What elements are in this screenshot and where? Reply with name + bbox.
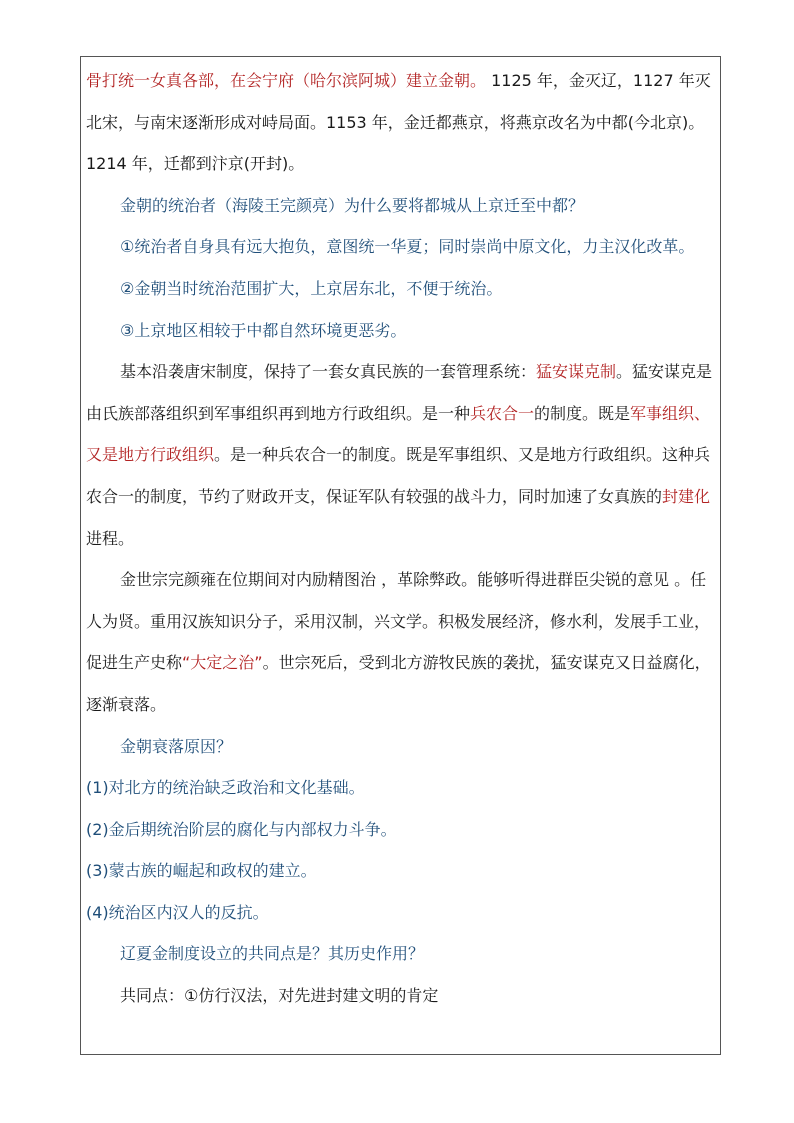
paragraph-7 <box>86 559 716 725</box>
text-span: 兵农合一 <box>470 403 535 423</box>
text-span: 军事组织、又是地方行政组织 <box>86 403 711 465</box>
paragraph-1 <box>86 60 716 185</box>
text-span: 辽夏金制度设立的共同点是？其历史作用？ <box>120 944 425 964</box>
text-span: 猛安谋克制 <box>536 362 617 382</box>
text-span: 的制度。既是 <box>534 403 631 423</box>
paragraph-12 <box>86 892 716 934</box>
text-span: 进程。 <box>86 528 135 548</box>
paragraph-3 <box>86 226 716 268</box>
text-span: 金世宗完颜雍在位期间对内励精图治 ，革除弊政。能够听得进群臣尖锐的意见 。任人为贤。重用汉族知识分子，采用汉制，兴文学。积极发展经济，修水利，发展手工业，促进生产史称 <box>86 570 711 673</box>
text-span: ①仿行汉法，对先进封建文明的肯定 <box>184 986 439 1006</box>
text-span: 金朝衰落原因？ <box>120 736 233 756</box>
text-span: (2)金后期统治阶层的腐化与内部权力斗争。 <box>86 819 397 839</box>
text-span: ②金朝当时统治范围扩大，上京居东北，不便于统治。 <box>120 278 503 298</box>
paragraph-11 <box>86 850 716 892</box>
text-span: 共同点： <box>120 986 185 1006</box>
paragraph-10 <box>86 809 716 851</box>
text-span: 。是一种兵农合一的制度。既是军事组织、又是地方行政组织。这种兵农合一的制度，节约了财政开支，保证军队有较强的战斗力，同时加速了女真族的 <box>86 445 711 506</box>
paragraph-14 <box>86 975 716 1017</box>
text-span: ③上京地区相较于中都自然环境更恶劣。 <box>120 320 407 340</box>
paragraph-2 <box>86 185 716 227</box>
paragraph-9 <box>86 767 716 809</box>
text-span: 。猛安谋克是由氏族部落组织到军事组织再到地方行政组织。是一种 <box>86 362 713 423</box>
text-span: (3)蒙古族的崛起和政权的建立。 <box>86 861 317 881</box>
paragraph-5 <box>86 310 716 352</box>
text-span: (4)统治区内汉人的反抗。 <box>86 902 269 922</box>
text-span: “大定之治” <box>182 653 263 673</box>
text-span: 。世宗死后，受到北方游牧民族的袭扰，猛安谋克又日益腐化，逐渐衰落。 <box>86 653 711 714</box>
text-span: (1)对北方的统治缺乏政治和文化基础。 <box>86 778 365 798</box>
document-body <box>86 60 716 1017</box>
text-span: 1125 年，金灭辽，1127 年灭北宋，与南宋逐渐形成对峙局面。1153 年，金迁都燕京，将燕京改名为中都(今北京)。1214 年，迁都到汴京(开封)。 <box>86 71 711 174</box>
text-span: 金朝的统治者（海陵王完颜亮）为什么要将都城从上京迁至中都？ <box>120 195 585 215</box>
text-span: 封建化 <box>662 486 711 506</box>
paragraph-4 <box>86 268 716 310</box>
paragraph-8 <box>86 726 716 768</box>
paragraph-6 <box>86 351 716 559</box>
paragraph-13 <box>86 933 716 975</box>
text-span: 骨打统一女真各部，在会宁府（哈尔滨阿城）建立金朝。 <box>86 71 487 90</box>
text-span: ①统治者自身具有远大抱负，意图统一华夏；同时崇尚中原文化，力主汉化改革。 <box>120 237 695 257</box>
text-span: 基本沿袭唐宋制度，保持了一套女真民族的一套管理系统： <box>120 362 537 382</box>
